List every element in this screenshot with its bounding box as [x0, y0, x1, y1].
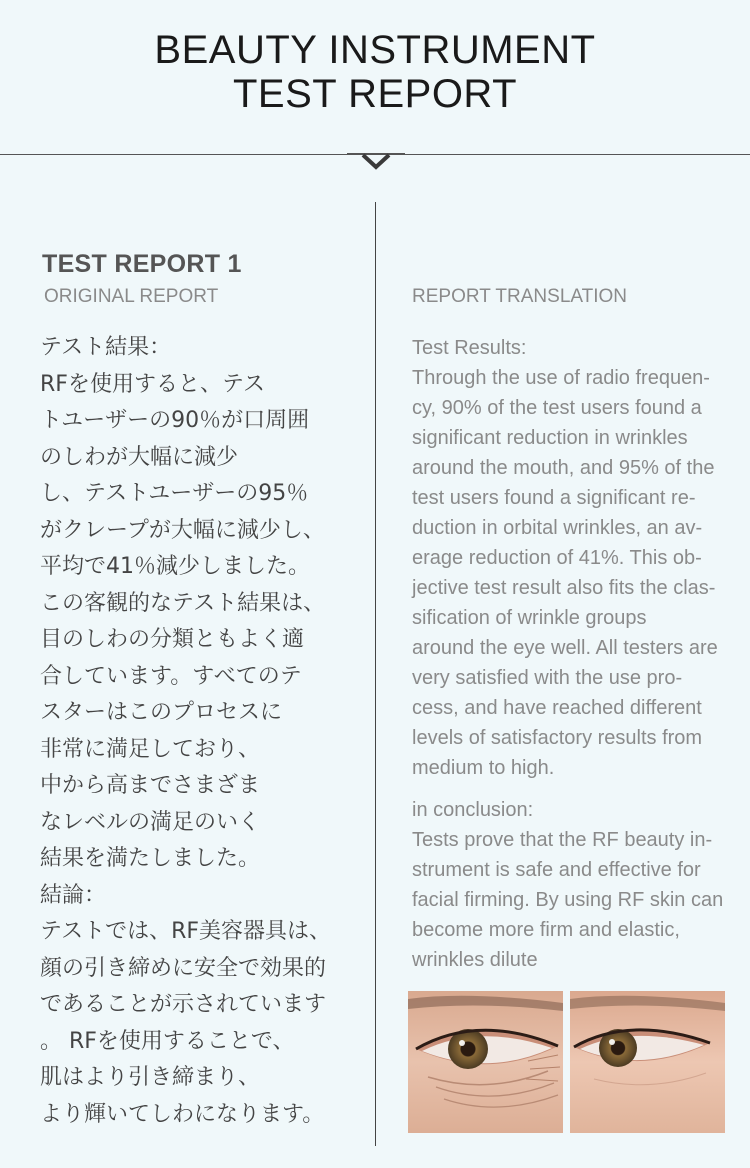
original-text-line: テスト結果： [40, 335, 172, 360]
translation-text-line: medium to high. [412, 757, 555, 779]
translation-label: REPORT TRANSLATION [412, 286, 628, 307]
translation-text-line: very satisfied with the use pro- [412, 667, 683, 689]
original-text-line: 非常に満足しており、 [40, 736, 261, 762]
translation-text-line: jective test result also fits the clas- [412, 577, 716, 599]
page-title [0, 28, 750, 116]
after-eye-photo [570, 991, 725, 1133]
original-report-text [40, 330, 360, 1133]
original-text-line: RFを使用すると、テス [40, 371, 266, 397]
translation-text-line: significant reduction in wrinkles [412, 427, 688, 449]
report-heading: TEST REPORT 1 [42, 250, 242, 278]
translation-text-line: cy, 90% of the test users found a [412, 397, 702, 419]
original-report-label: ORIGINAL REPORT [44, 286, 219, 307]
translation-text-line: levels of satisfactory results from [412, 727, 703, 749]
title-line-1: BEAUTY INSTRUMENT [154, 28, 596, 72]
translation-text-line: become more firm and elastic, [412, 919, 680, 941]
original-text-line: 中から高までさまざま [40, 773, 261, 798]
original-text-line: トユーザーの90％が口周囲 [40, 408, 310, 433]
translation-text-line: Test Results: [412, 337, 527, 359]
translation-text-line: test users found a significant re- [412, 487, 696, 509]
translation-text [412, 333, 737, 975]
original-text-line: 平均で41％減少しました。 [40, 554, 310, 579]
original-text-line: 肌はより引き締まり、 [40, 1065, 261, 1090]
translation-text-line: Tests prove that the RF beauty in- [412, 829, 713, 851]
divider-right [405, 154, 750, 155]
divider-left [0, 154, 347, 155]
translation-text-line: around the mouth, and 95% of the [412, 457, 715, 479]
original-text-line: であることが示されています [40, 992, 327, 1017]
original-text-line: し、テストユーザーの95％ [40, 481, 309, 506]
column-divider [375, 202, 376, 1146]
chevron-down-icon [347, 150, 405, 174]
translation-text-line: cess, and have reached different [412, 697, 702, 719]
translation-text-line: facial firming. By using RF skin can [412, 889, 724, 911]
translation-text-line: sification of wrinkle groups [412, 607, 647, 629]
original-text-line: スターはこのプロセスに [40, 700, 283, 725]
original-text-line: この客観的なテスト結果は、 [40, 590, 326, 616]
original-text-line: 合しています。すべてのテ [40, 663, 302, 689]
original-text-line: より輝いてしわになります。 [40, 1101, 325, 1127]
original-text-line: のしわが大幅に減少 [40, 444, 239, 470]
translation-text-line: erage reduction of 41%. This ob- [412, 547, 702, 569]
translation-text-line: duction in orbital wrinkles, an av- [412, 517, 703, 539]
translation-text-line: strument is safe and effective for [412, 859, 701, 881]
original-text-line: なレベルの満足のいく [40, 809, 261, 835]
original-text-line: 目のしわの分類ともよく適 [40, 627, 305, 652]
translation-text-line: around the eye well. All testers are [412, 637, 718, 659]
test-results-paragraph [412, 333, 737, 783]
original-text-line: 。 RFを使用することで、 [40, 1028, 295, 1054]
translation-text-line: wrinkles dilute [412, 949, 538, 971]
original-text-line: 結論： [40, 882, 107, 908]
original-text-line: テストでは、RF美容器具は、 [40, 919, 332, 944]
original-text-line: 顔の引き締めに安全で効果的 [40, 955, 327, 981]
title-line-2: TEST REPORT [232, 72, 518, 116]
before-eye-photo [408, 991, 563, 1133]
translation-text-line: in conclusion: [412, 799, 534, 821]
original-text-line: 結果を満たしました。 [40, 846, 261, 871]
original-text-line: がクレープが大幅に減少し、 [40, 517, 325, 543]
translation-text-line: Through the use of radio frequen- [412, 367, 710, 389]
conclusion-paragraph [412, 795, 737, 975]
